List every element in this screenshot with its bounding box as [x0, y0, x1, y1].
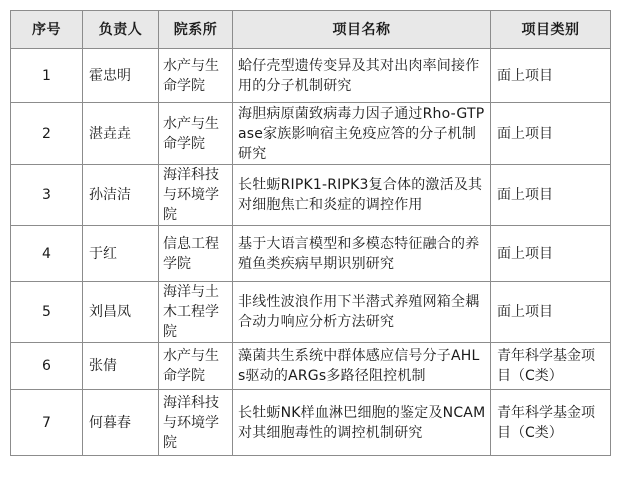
cell-project-type: 青年科学基金项目（C类） [491, 390, 611, 456]
cell-project-type: 面上项目 [491, 282, 611, 343]
cell-project-type: 面上项目 [491, 226, 611, 282]
project-table [10, 10, 611, 456]
cell-no: 3 [11, 165, 83, 226]
table-header-row [11, 11, 611, 49]
cell-dept: 水产与生命学院 [159, 343, 233, 390]
table-row [11, 49, 611, 103]
cell-dept: 海洋科技与环境学院 [159, 390, 233, 456]
cell-no: 2 [11, 103, 83, 165]
cell-no: 4 [11, 226, 83, 282]
cell-person: 刘昌凤 [83, 282, 159, 343]
cell-dept: 水产与生命学院 [159, 103, 233, 165]
header-dept: 院系所 [159, 11, 233, 49]
table-row [11, 226, 611, 282]
cell-project-name: 蛤仔壳型遗传变异及其对出肉率间接作用的分子机制研究 [233, 49, 491, 103]
cell-project-type: 面上项目 [491, 103, 611, 165]
cell-project-type: 面上项目 [491, 165, 611, 226]
cell-project-name: 基于大语言模型和多模态特征融合的养殖鱼类疾病早期识别研究 [233, 226, 491, 282]
table-row [11, 282, 611, 343]
cell-person: 湛垚垚 [83, 103, 159, 165]
cell-project-name: 藻菌共生系统中群体感应信号分子AHLs驱动的ARGs多路径阻控机制 [233, 343, 491, 390]
table-row [11, 103, 611, 165]
cell-person: 何暮春 [83, 390, 159, 456]
cell-dept: 信息工程学院 [159, 226, 233, 282]
cell-no: 1 [11, 49, 83, 103]
header-project-name: 项目名称 [233, 11, 491, 49]
cell-no: 6 [11, 343, 83, 390]
table-row [11, 390, 611, 456]
cell-no: 5 [11, 282, 83, 343]
header-person: 负责人 [83, 11, 159, 49]
cell-project-type: 面上项目 [491, 49, 611, 103]
table-row [11, 343, 611, 390]
cell-project-name: 长牡蛎NK样血淋巴细胞的鉴定及NCAM对其细胞毒性的调控机制研究 [233, 390, 491, 456]
cell-project-name: 非线性波浪作用下半潜式养殖网箱全耦合动力响应分析方法研究 [233, 282, 491, 343]
cell-project-type: 青年科学基金项目（C类） [491, 343, 611, 390]
cell-dept: 海洋与土木工程学院 [159, 282, 233, 343]
cell-project-name: 长牡蛎RIPK1-RIPK3复合体的激活及其对细胞焦亡和炎症的调控作用 [233, 165, 491, 226]
cell-person: 霍忠明 [83, 49, 159, 103]
cell-person: 张倩 [83, 343, 159, 390]
header-no: 序号 [11, 11, 83, 49]
cell-dept: 水产与生命学院 [159, 49, 233, 103]
cell-project-name: 海胆病原菌致病毒力因子通过Rho-GTPase家族影响宿主免疫应答的分子机制研究 [233, 103, 491, 165]
cell-person: 孙洁洁 [83, 165, 159, 226]
cell-no: 7 [11, 390, 83, 456]
table-row [11, 165, 611, 226]
project-list [10, 10, 610, 456]
header-project-type: 项目类别 [491, 11, 611, 49]
cell-dept: 海洋科技与环境学院 [159, 165, 233, 226]
cell-person: 于红 [83, 226, 159, 282]
